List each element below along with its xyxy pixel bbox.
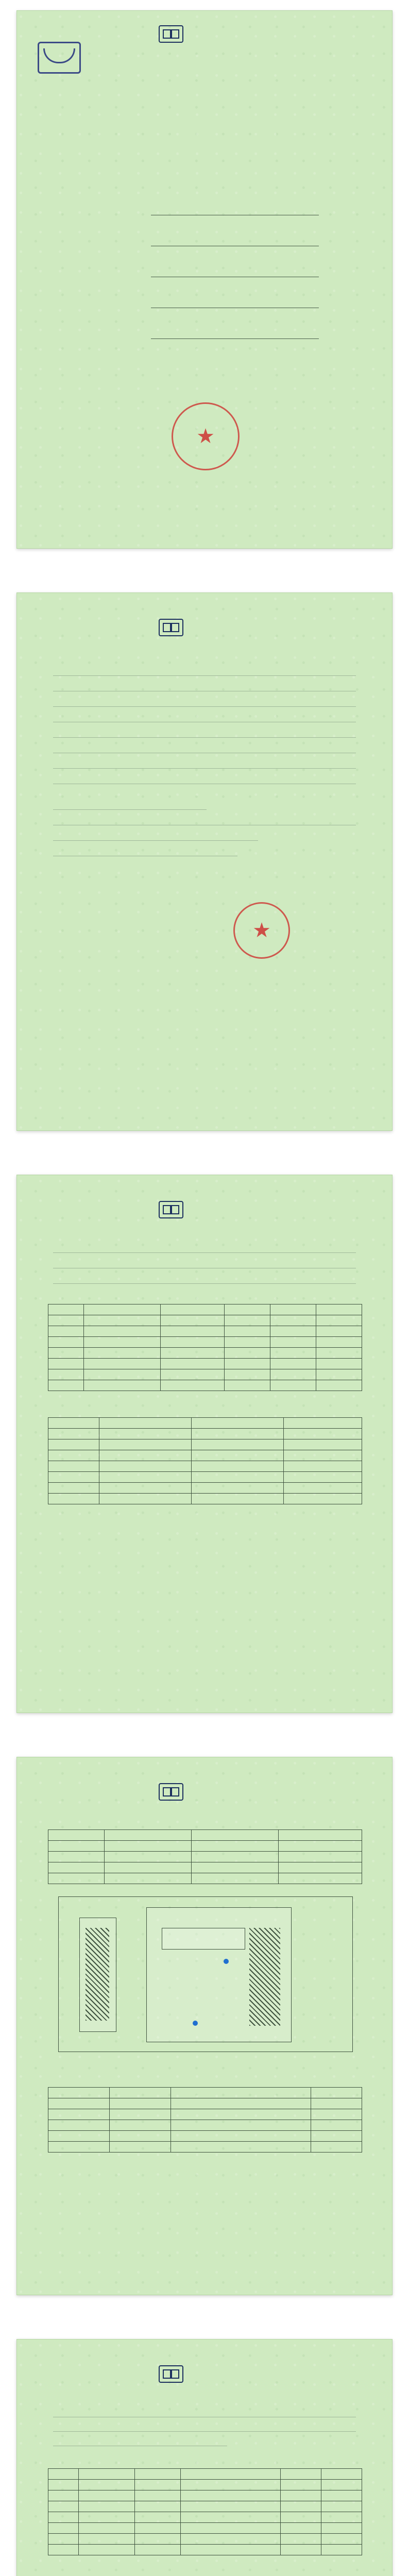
- text-line: [53, 840, 258, 841]
- table-row: [48, 1348, 362, 1359]
- field-value: [151, 329, 319, 339]
- emission-table: [48, 2087, 362, 2153]
- table-row: [48, 2131, 362, 2142]
- table-row: [48, 2501, 362, 2512]
- table-row: [48, 2523, 362, 2534]
- brand-logo-icon: [159, 1783, 183, 1801]
- brand-logo-icon: [159, 1201, 183, 1218]
- table-row: [48, 2534, 362, 2545]
- table-row: [48, 1369, 362, 1380]
- hatched-area: [86, 1928, 109, 2021]
- sample-info-table: [48, 1417, 362, 1504]
- text-line: [53, 2431, 356, 2432]
- building-block: [162, 1928, 245, 1950]
- table-row: [48, 2109, 362, 2120]
- brand-header: [17, 619, 392, 636]
- monitoring-point-icon: [224, 1959, 229, 1964]
- report-statement-page: [16, 592, 393, 1131]
- table-row: [48, 1494, 362, 1504]
- table-row: [48, 1841, 362, 1852]
- seal-star-icon: ★: [252, 919, 271, 942]
- field-value: [151, 236, 319, 246]
- table-row: [48, 1873, 362, 1884]
- table-row: [48, 1304, 362, 1315]
- field-value: [151, 298, 319, 308]
- text-line: [53, 737, 356, 738]
- field-value: [151, 267, 319, 277]
- brand-header: [17, 1201, 392, 1218]
- text-line: [53, 706, 356, 707]
- table-row: [48, 1326, 362, 1337]
- method-table: [48, 1829, 362, 1884]
- table-row: [48, 2490, 362, 2501]
- brand-logo-icon: [159, 2365, 183, 2383]
- evaluation-table: [48, 2468, 362, 2555]
- brand-header: [17, 1783, 392, 1801]
- hatched-area: [249, 1928, 280, 2026]
- table-row: [48, 1380, 362, 1391]
- table-row: [48, 2480, 362, 2490]
- report-plan-page: [16, 1757, 393, 2295]
- brand-logo-icon: [159, 25, 183, 43]
- table-row: [48, 1862, 362, 1873]
- table-row: [48, 1337, 362, 1348]
- table-row: [48, 2098, 362, 2109]
- report-evaluation-page: [16, 2339, 393, 2576]
- official-seal: [233, 902, 290, 959]
- table-row: [48, 2088, 362, 2098]
- brand-logo-icon: [159, 619, 183, 636]
- table-row: [48, 2512, 362, 2523]
- official-seal: [172, 402, 240, 470]
- table-row: [48, 1852, 362, 1862]
- site-plan-diagram: [58, 1896, 353, 2052]
- text-line: [53, 768, 356, 769]
- monitoring-point-icon: [193, 2021, 198, 2026]
- table-row: [48, 1439, 362, 1450]
- table-row: [48, 1461, 362, 1472]
- field-value: [151, 206, 319, 215]
- table-row: [48, 2469, 362, 2480]
- report-results-page: [16, 1175, 393, 1713]
- text-line: [53, 809, 207, 810]
- table-row: [48, 2142, 362, 2153]
- brand-header: [17, 25, 392, 43]
- text-line: [53, 1283, 356, 1284]
- table-row: [48, 1450, 362, 1461]
- table-row: [48, 1429, 362, 1439]
- seal-star-icon: ★: [196, 425, 215, 448]
- text-line: [53, 675, 356, 676]
- text-line: [53, 1252, 356, 1253]
- report-cover-page: [16, 10, 393, 549]
- table-row: [48, 1418, 362, 1429]
- table-row: [48, 1830, 362, 1841]
- results-table: [48, 1304, 362, 1391]
- table-row: [48, 1483, 362, 1494]
- table-row: [48, 2120, 362, 2131]
- cma-certification-mark: [38, 42, 81, 74]
- table-row: [48, 2545, 362, 2555]
- table-row: [48, 1359, 362, 1369]
- table-row: [48, 1315, 362, 1326]
- table-row: [48, 1472, 362, 1483]
- brand-header: [17, 2365, 392, 2383]
